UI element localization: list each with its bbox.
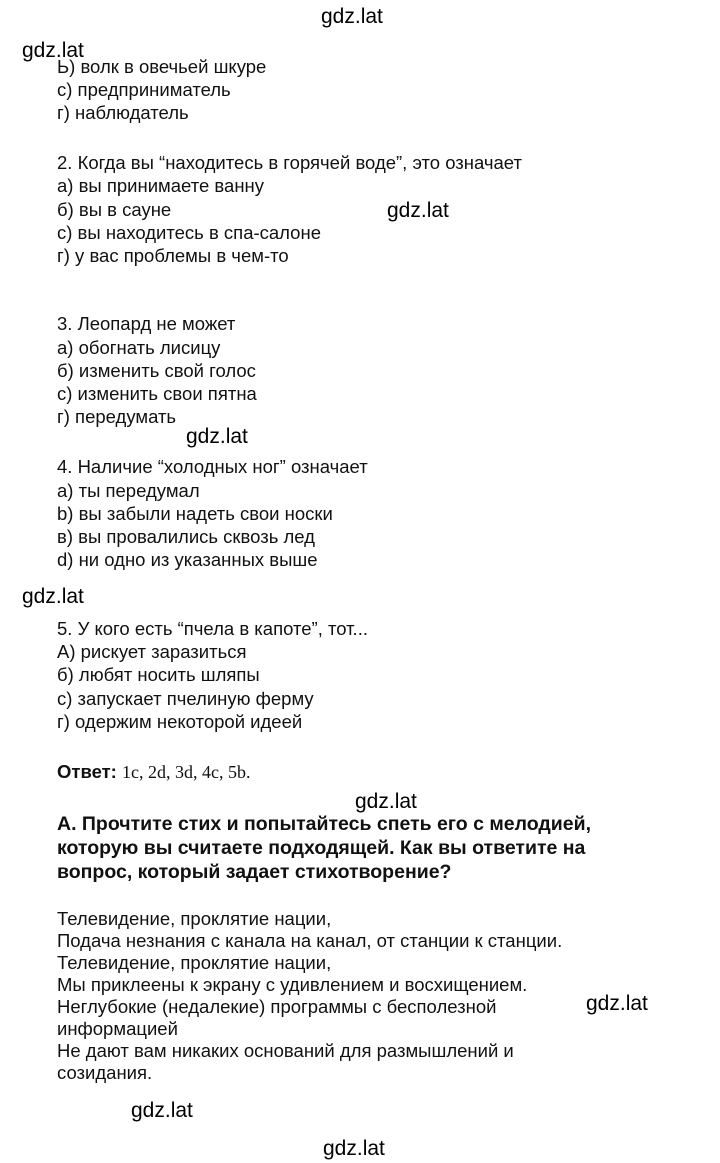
poem-line: Телевидение, проклятие нации,	[57, 952, 332, 973]
watermark: gdz.lat	[355, 790, 417, 813]
q5-option-b: б) любят носить шляпы	[57, 664, 260, 685]
answer-value: 1c, 2d, 3d, 4c, 5b.	[122, 762, 251, 782]
option-b: Ь) волк в овечьей шкуре	[57, 56, 267, 77]
q5-option-a: А) рискует заразиться	[57, 641, 247, 662]
answer-line	[57, 761, 250, 783]
watermark: gdz.lat	[22, 585, 84, 608]
poem-line: Мы приклеены к экрану с удивлением и восхищением.	[57, 974, 528, 995]
watermark: gdz.lat	[22, 39, 84, 62]
q5-option-c: с) запускает пчелиную ферму	[57, 688, 314, 709]
poem-line: Телевидение, проклятие нации,	[57, 908, 332, 929]
watermark: gdz.lat	[586, 992, 648, 1015]
q3-option-c: с) изменить свои пятна	[57, 383, 257, 404]
task-a-heading: А. Прочтите стих и попытайтесь спеть его с мелодией, которую вы считаете подходящей. Как вы ответите на вопрос, который задает стихотворение?	[57, 813, 592, 883]
watermark: gdz.lat	[321, 5, 383, 28]
watermark: gdz.lat	[131, 1099, 193, 1122]
q4-option-b: b) вы забыли надеть свои носки	[57, 503, 333, 524]
poem-line: Подача незнания с канала на канал, от станции к станции.	[57, 930, 563, 951]
poem-line: Не дают вам никаких оснований для размышлений и созидания.	[57, 1040, 514, 1083]
option-c: c) предприниматель	[57, 79, 231, 100]
q4-option-a: а) ты передумал	[57, 480, 200, 501]
q2-option-b: б) вы в сауне	[57, 199, 172, 220]
question-5: 5. У кого есть “пчела в капоте”, тот...	[57, 618, 368, 639]
q2-option-d: г) у вас проблемы в чем-то	[57, 245, 289, 266]
q4-option-c: в) вы провалились сквозь лед	[57, 526, 315, 547]
question-2: 2. Когда вы “находитесь в горячей воде”, это означает	[57, 152, 522, 173]
q5-option-d: г) одержим некоторой идеей	[57, 711, 303, 732]
q3-option-a: а) обогнать лисицу	[57, 337, 221, 358]
watermark: gdz.lat	[186, 425, 248, 448]
poem-line: Неглубокие (недалекие) программы с бесполезной информацией	[57, 996, 497, 1039]
q3-option-d: г) передумать	[57, 406, 177, 427]
q2-option-a: а) вы принимаете ванну	[57, 175, 265, 196]
question-4: 4. Наличие “холодных ног” означает	[57, 456, 368, 477]
poem	[57, 908, 617, 1084]
answer-label: Ответ:	[57, 761, 117, 782]
watermark: gdz.lat	[323, 1137, 385, 1160]
q4-option-d: d) ни одно из указанных выше	[57, 549, 318, 570]
watermark: gdz.lat	[387, 199, 449, 222]
option-d: г) наблюдатель	[57, 102, 189, 123]
question-3: 3. Леопард не может	[57, 313, 236, 334]
q2-option-c: с) вы находитесь в спа-салоне	[57, 222, 321, 243]
q3-option-b: б) изменить свой голос	[57, 360, 256, 381]
